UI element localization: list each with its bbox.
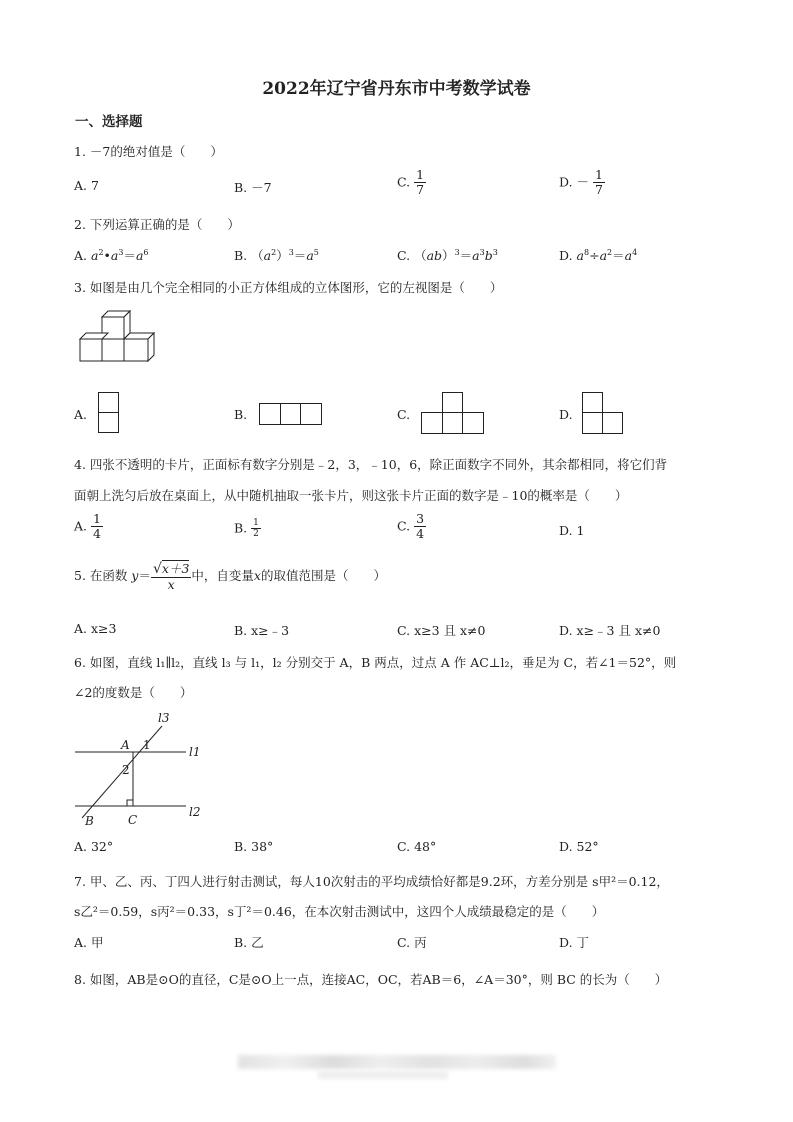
- q5-option-d: D. x≥﹣3 且 x≠0: [559, 623, 661, 638]
- q6-label-l3: l3: [158, 711, 170, 725]
- q6-option-c: C. 48°: [397, 839, 437, 854]
- q4-option-c: [397, 512, 426, 542]
- q1-option-b: B. －7: [234, 180, 272, 195]
- q4-option-a-fraction: $\frac{1}{4}$: [93, 511, 101, 542]
- q3-option-b: B.: [234, 407, 248, 422]
- q6-label-c: C: [128, 813, 138, 827]
- q7-option-b: B. 乙: [234, 935, 264, 950]
- q5-stem-end: 的取值范围是（ ）: [260, 568, 386, 584]
- q4-option-b: [234, 518, 261, 540]
- q4-stem-line1: 4. 四张不透明的卡片，正面标有数字分别是﹣2，3，﹣10，6，除正面数字不同外，其余都相同，将它们背: [74, 457, 668, 472]
- q6-option-a: A. 32°: [74, 839, 114, 854]
- q6-option-b: B. 38°: [234, 839, 274, 854]
- q3-option-b-figure: [259, 403, 323, 426]
- q6-figure: [70, 706, 210, 828]
- q4-option-c-label: C.: [397, 518, 411, 534]
- q7-option-c: C. 丙: [397, 935, 427, 950]
- q6-stem-line1: 6. 如图，直线 l₁∥l₂，直线 l₃ 与 l₁，l₂ 分别交于 A，B 两点，过点 A 作 AC⊥l₂，垂足为 C，若∠1＝52°，则: [74, 655, 677, 670]
- q5-stem: 5. 在函数 y＝ $\frac{√x+3}{x}$ 中，自变量x的取值范围是（ ）: [74, 561, 386, 593]
- q1-option-c-fraction: $\frac{1}{7}$: [416, 167, 425, 198]
- q1-option-c-label: C.: [397, 174, 411, 190]
- q6-label-l2: l2: [189, 805, 201, 819]
- q2-stem: 2. 下列运算正确的是（ ）: [74, 217, 240, 232]
- q4-option-a-label: A.: [74, 518, 88, 534]
- q7-stem-line1: 7. 甲、乙、丙、丁四人进行射击测试，每人10次射击的平均成绩恰好都是9.2环，方差分别是 s甲²＝0.12，: [74, 874, 669, 889]
- q4-option-b-fraction: $\frac{1}{2}$: [253, 518, 259, 540]
- q5-stem-middle: 中，自变量: [191, 568, 254, 584]
- q2-option-d: D. $a^8\div a^2=a^4$: [559, 247, 638, 263]
- q1-option-d: [559, 168, 605, 198]
- q7-option-a: A. 甲: [74, 935, 104, 950]
- q6-option-d: D. 52°: [559, 839, 599, 854]
- q7-option-d: D. 丁: [559, 935, 590, 950]
- q6-label-angle2: 2: [122, 763, 130, 777]
- q2-option-a: A. $a^2•a^3=a^6$: [74, 247, 149, 263]
- footer-watermark: [238, 1055, 556, 1069]
- q3-option-d: D.: [559, 407, 573, 422]
- q2-option-c: C. $(ab)^3=a^3b^3$: [397, 247, 498, 263]
- page-title: 2022年辽宁省丹东市中考数学试卷: [262, 79, 531, 99]
- q1-option-c: [397, 168, 426, 198]
- q3-option-a-figure: [98, 392, 120, 434]
- q5-option-b: B. x≥﹣3: [234, 623, 290, 638]
- q2-option-b: B. $(a^2)^3=a^5$: [234, 247, 319, 263]
- section-heading: 一、选择题: [75, 114, 143, 130]
- q5-option-a: A. x≥3: [74, 621, 117, 636]
- q8-stem: 8. 如图，AB是⊙O的直径，C是⊙O上一点，连接AC，OC，若AB＝6，∠A＝30°，则 BC 的长为（ ）: [74, 972, 668, 987]
- q4-option-c-fraction: $\frac{3}{4}$: [416, 511, 425, 542]
- q3-stem: 3. 如图是由几个完全相同的小正方体组成的立体图形，它的左视图是（ ）: [74, 280, 503, 295]
- q6-label-b: B: [85, 814, 94, 828]
- q3-option-d-figure: [582, 392, 624, 435]
- q5-option-c: C. x≥3 且 x≠0: [397, 623, 486, 638]
- q4-stem-line2: 面朝上洗匀后放在桌面上，从中随机抽取一张卡片，则这张卡片正面的数字是﹣10的概率是（ ）: [74, 488, 628, 503]
- q6-label-a: A: [121, 738, 130, 752]
- q7-stem-line2: s乙²＝0.59，s丙²＝0.33，s丁²＝0.46，在本次射击测试中，这四个人成绩最稳定的是（ ）: [74, 904, 605, 919]
- q6-right-angle-mark: [127, 800, 133, 806]
- q1-option-a: A. 7: [74, 178, 99, 193]
- q1-option-d-fraction: $\frac{1}{7}$: [595, 167, 603, 198]
- q3-option-c: C.: [397, 407, 411, 422]
- q5-stem-prefix: 5. 在函数: [74, 568, 128, 584]
- q3-option-a: A.: [74, 407, 88, 422]
- q4-option-a: [74, 512, 103, 542]
- q1-option-d-label: D. －: [559, 174, 590, 190]
- q6-label-angle1: 1: [143, 738, 151, 752]
- q4-option-b-label: B.: [234, 520, 248, 536]
- q6-stem-line2: ∠2的度数是（ ）: [74, 685, 193, 700]
- q4-option-d: D. 1: [559, 523, 585, 538]
- q5-function-fraction: $\frac{√x+3}{x}$: [152, 561, 190, 593]
- q3-solid-figure: [76, 309, 158, 367]
- q6-label-l1: l1: [189, 745, 201, 759]
- footer-watermark-line: [318, 1071, 448, 1079]
- q3-option-c-figure: [421, 392, 485, 435]
- q1-stem: 1. －7的绝对值是（ ）: [74, 144, 223, 159]
